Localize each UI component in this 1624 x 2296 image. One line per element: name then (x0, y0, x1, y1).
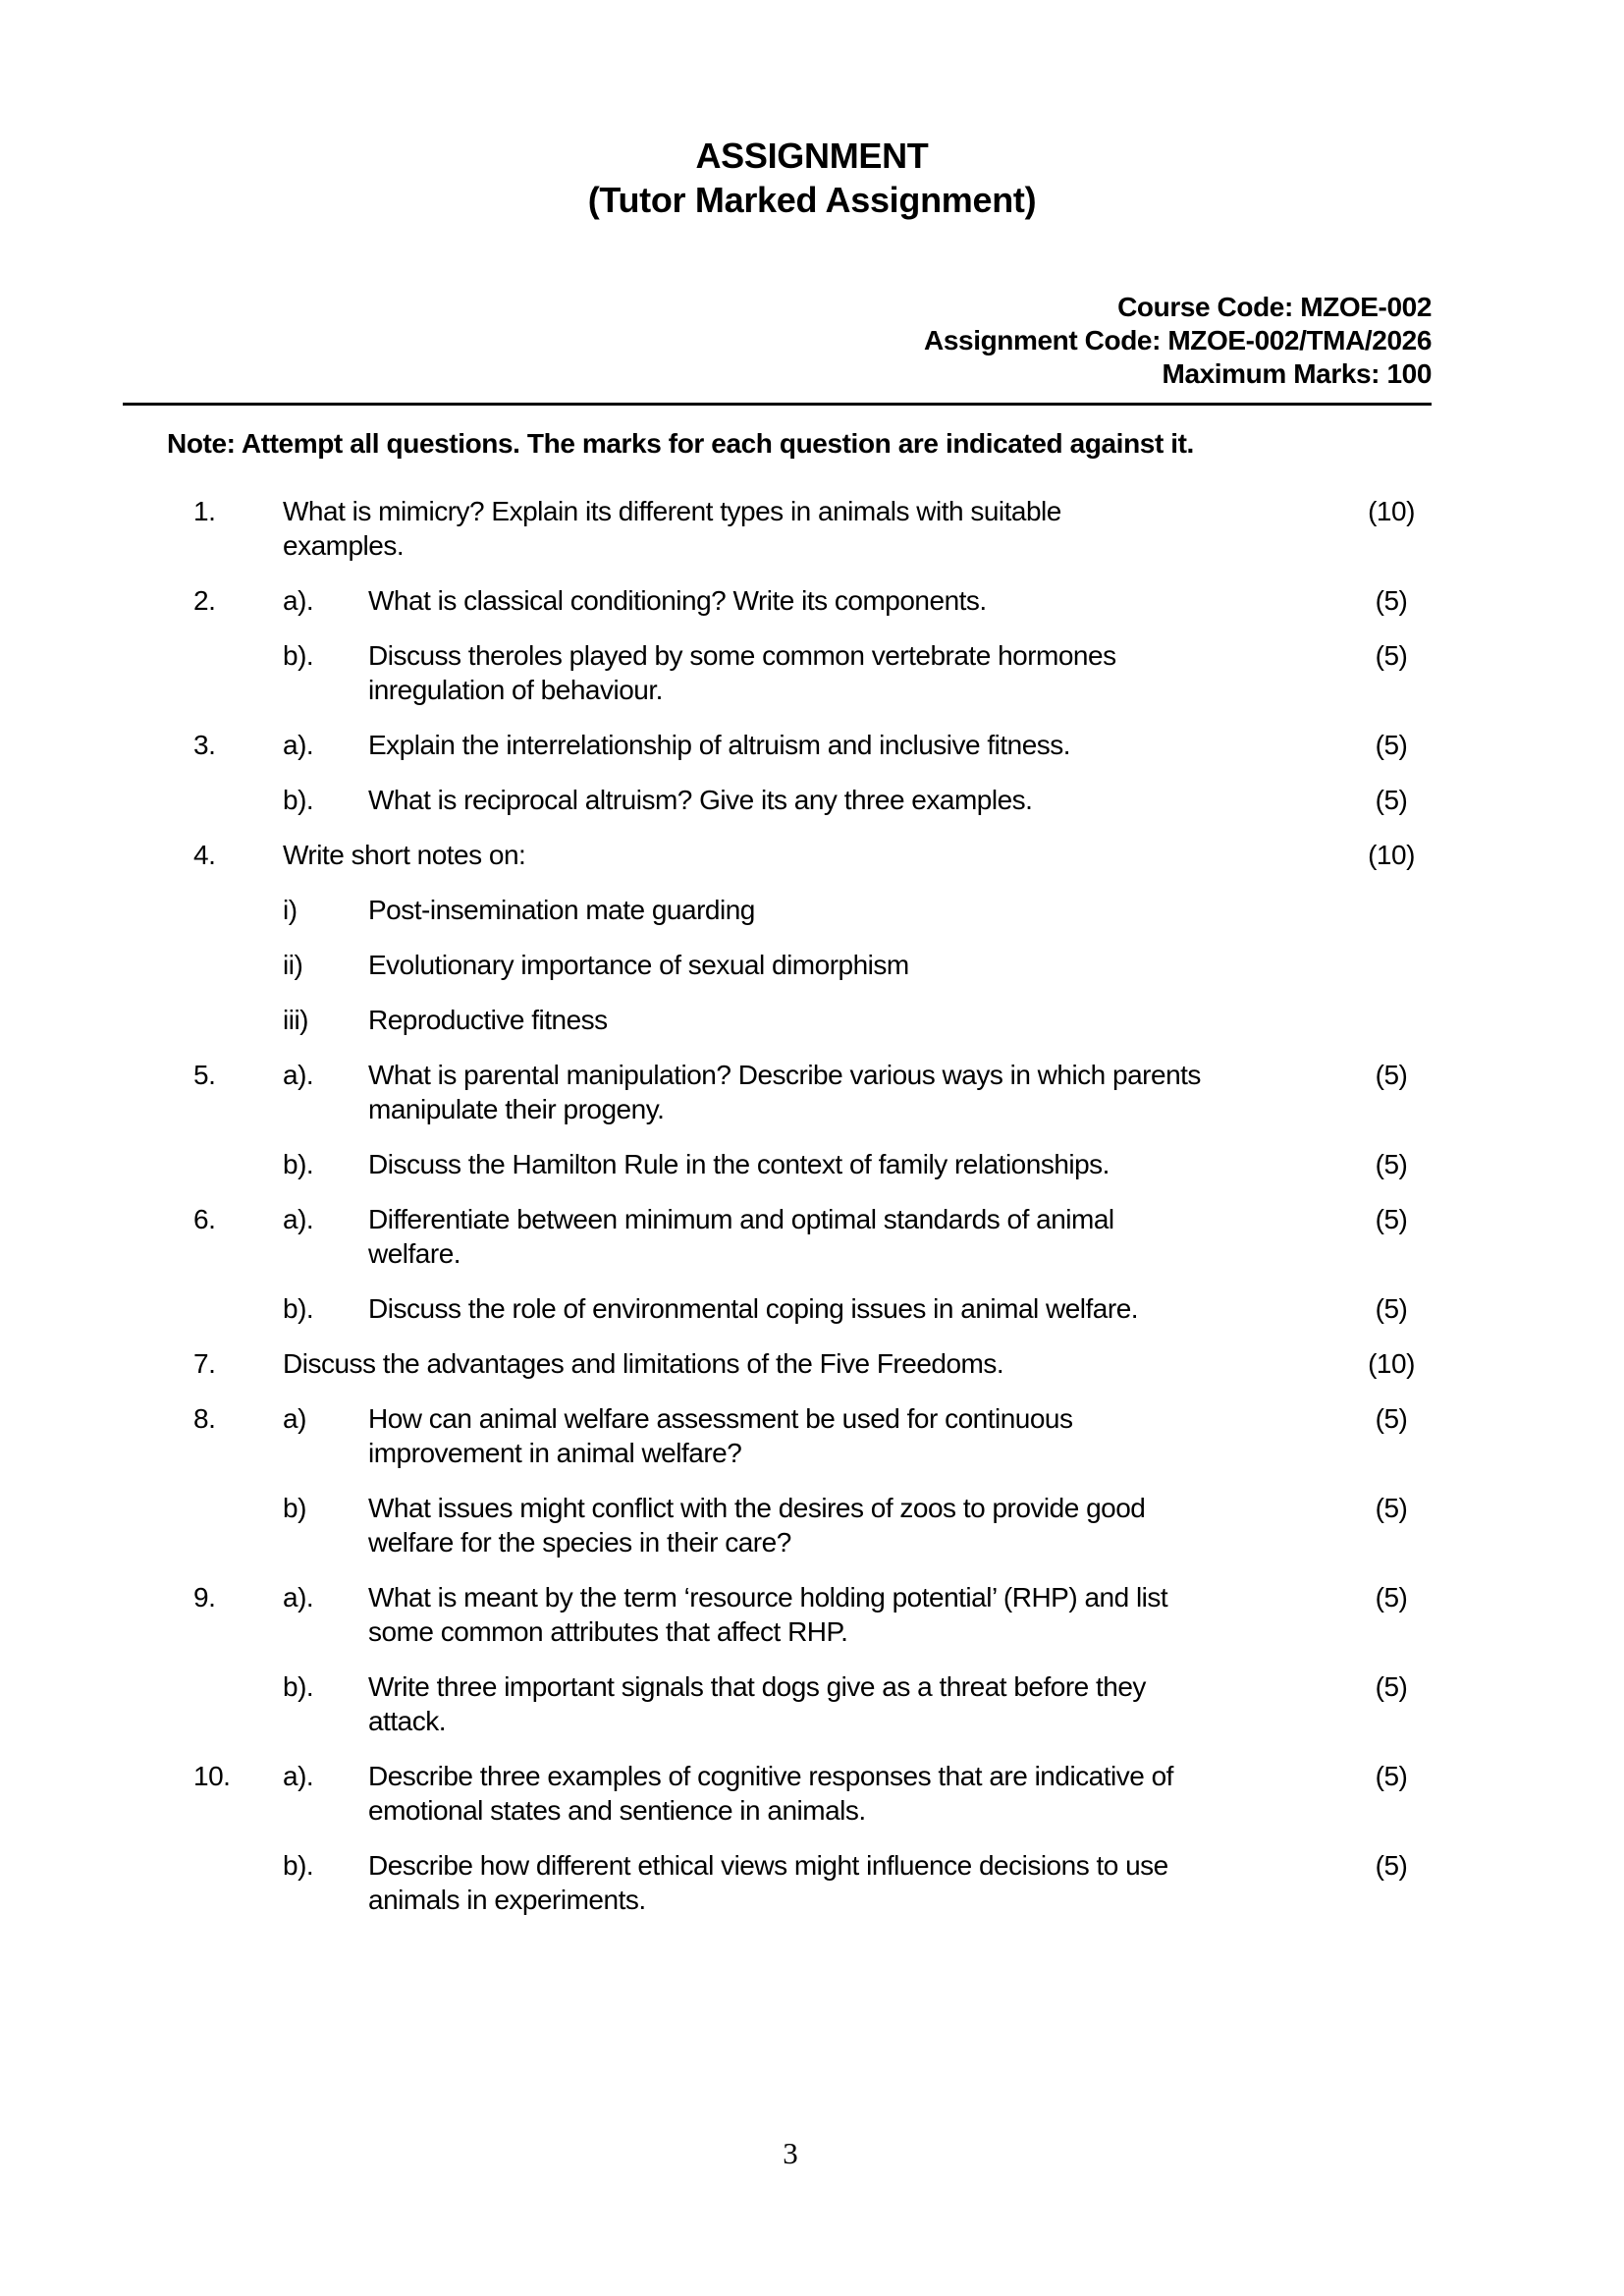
marks-value: (10) (1368, 1348, 1415, 1379)
question-text (368, 1759, 1354, 1828)
marks-value: (5) (1375, 1293, 1408, 1324)
question-text-line: examples. (283, 530, 405, 561)
note-line: Note: Attempt all questions. The marks for each question are indicated against it. (167, 428, 1194, 459)
marks-value: (5) (1375, 1582, 1408, 1613)
part-label: b). (283, 1671, 314, 1702)
question-text-line: What issues might conflict with the desires of zoos to provide good (368, 1493, 1146, 1523)
part-label: a). (283, 1761, 314, 1791)
question-number: 9. (193, 1582, 216, 1613)
question-text (368, 638, 1354, 707)
part-label: a). (283, 1060, 314, 1090)
question-row (193, 494, 1429, 563)
question-text (368, 1669, 1354, 1738)
code-block (0, 291, 1624, 391)
part-label: a). (283, 585, 314, 616)
marks-value: (5) (1375, 1060, 1408, 1090)
page-footer (0, 2136, 1581, 2171)
question-row (193, 638, 1429, 707)
part-label: b) (283, 1493, 306, 1523)
question-text-line: Discuss the role of environmental coping issues in animal welfare. (368, 1293, 1139, 1324)
question-text-line: How can animal welfare assessment be used for continuous (368, 1403, 1073, 1434)
question-text (283, 1346, 1354, 1381)
marks-value: (5) (1375, 1403, 1408, 1434)
part-label: b). (283, 785, 314, 815)
question-row (193, 1580, 1429, 1649)
question-text-line: Write short notes on: (283, 840, 526, 870)
question-row (193, 1058, 1429, 1126)
question-row (193, 1401, 1429, 1470)
page-title: ASSIGNMENT (695, 136, 929, 176)
question-text (368, 1848, 1354, 1917)
question-text-line: Evolutionary importance of sexual dimorphism (368, 950, 909, 980)
part-label: a). (283, 730, 314, 760)
question-text (368, 583, 1354, 618)
question-text (368, 893, 1354, 927)
question-text-line: improvement in animal welfare? (368, 1438, 742, 1468)
marks-value: (10) (1368, 840, 1415, 870)
part-label: b). (283, 1149, 314, 1179)
question-text-line: attack. (368, 1706, 446, 1736)
part-label: b). (283, 640, 314, 671)
question-text (283, 494, 1354, 563)
part-label: a) (283, 1403, 306, 1434)
question-text-line: emotional states and sentience in animals. (368, 1795, 866, 1826)
question-text (368, 1058, 1354, 1126)
marks-value: (10) (1368, 496, 1415, 526)
question-number: 7. (193, 1348, 216, 1379)
question-text (368, 783, 1354, 817)
question-row (193, 1848, 1429, 1917)
question-text-line: animals in experiments. (368, 1885, 646, 1915)
marks-value: (5) (1375, 1850, 1408, 1881)
question-text-line: What is parental manipulation? Describe various ways in which parents (368, 1060, 1201, 1090)
question-text (368, 1003, 1354, 1037)
question-text-line: What is mimicry? Explain its different types in animals with suitable (283, 496, 1061, 526)
question-text-line: Discuss the advantages and limitations of the Five Freedoms. (283, 1348, 1004, 1379)
page-number: 3 (783, 2136, 798, 2170)
question-row (193, 1346, 1429, 1381)
question-text (368, 1491, 1354, 1559)
question-number: 8. (193, 1403, 216, 1434)
question-text-line: Discuss the Hamilton Rule in the context of family relationships. (368, 1149, 1110, 1179)
part-label: b). (283, 1293, 314, 1324)
question-text (368, 1202, 1354, 1271)
marks-value: (5) (1375, 585, 1408, 616)
question-row (193, 1003, 1429, 1037)
part-label: ii) (283, 950, 303, 980)
marks-value: (5) (1375, 730, 1408, 760)
question-text-line: welfare. (368, 1238, 461, 1269)
question-number: 6. (193, 1204, 216, 1234)
marks-value: (5) (1375, 1761, 1408, 1791)
question-text-line: some common attributes that affect RHP. (368, 1616, 848, 1647)
marks-value: (5) (1375, 1493, 1408, 1523)
question-row (193, 783, 1429, 817)
question-row (193, 1202, 1429, 1271)
part-label: a). (283, 1582, 314, 1613)
question-text-line: manipulate their progeny. (368, 1094, 665, 1124)
question-text-line: Describe how different ethical views might influence decisions to use (368, 1850, 1168, 1881)
part-label: b). (283, 1850, 314, 1881)
question-text-line: Post-insemination mate guarding (368, 895, 755, 925)
question-text-line: Discuss theroles played by some common vertebrate hormones (368, 640, 1116, 671)
page-subtitle: (Tutor Marked Assignment) (587, 180, 1037, 220)
question-row (193, 893, 1429, 927)
part-label: iii) (283, 1005, 308, 1035)
marks-value: (5) (1375, 1671, 1408, 1702)
question-row (193, 583, 1429, 618)
question-text (283, 838, 1354, 872)
part-label: i) (283, 895, 298, 925)
title-block (0, 0, 1624, 222)
question-text-line: inregulation of behaviour. (368, 675, 663, 705)
question-text-line: Write three important signals that dogs give as a threat before they (368, 1671, 1146, 1702)
marks-value: (5) (1375, 1204, 1408, 1234)
assignment-code: Assignment Code: MZOE-002/TMA/2026 (924, 325, 1432, 355)
question-text (368, 1401, 1354, 1470)
marks-value: (5) (1375, 785, 1408, 815)
question-number: 10. (193, 1761, 231, 1791)
part-label: a). (283, 1204, 314, 1234)
question-text (368, 948, 1354, 982)
question-text (368, 1147, 1354, 1181)
question-text (368, 1580, 1354, 1649)
question-text-line: What is reciprocal altruism? Give its any three examples. (368, 785, 1033, 815)
marks-value: (5) (1375, 1149, 1408, 1179)
question-text-line: Explain the interrelationship of altruism and inclusive fitness. (368, 730, 1071, 760)
question-number: 1. (193, 496, 216, 526)
question-text-line: Differentiate between minimum and optimal standards of animal (368, 1204, 1114, 1234)
course-code: Course Code: MZOE-002 (1117, 292, 1432, 322)
divider-rule (123, 403, 1432, 406)
question-row (193, 838, 1429, 872)
question-text-line: What is meant by the term ‘resource holding potential’ (RHP) and list (368, 1582, 1168, 1613)
marks-value: (5) (1375, 640, 1408, 671)
question-list (0, 494, 1624, 1917)
question-text-line: welfare for the species in their care? (368, 1527, 791, 1558)
question-row (193, 1759, 1429, 1828)
question-number: 4. (193, 840, 216, 870)
question-text-line: Reproductive fitness (368, 1005, 608, 1035)
question-row (193, 948, 1429, 982)
question-number: 5. (193, 1060, 216, 1090)
question-text (368, 1291, 1354, 1326)
question-text-line: What is classical conditioning? Write its components. (368, 585, 987, 616)
question-number: 2. (193, 585, 216, 616)
question-row (193, 1669, 1429, 1738)
question-row (193, 728, 1429, 762)
question-row (193, 1491, 1429, 1559)
question-text-line: Describe three examples of cognitive responses that are indicative of (368, 1761, 1173, 1791)
question-row (193, 1291, 1429, 1326)
question-row (193, 1147, 1429, 1181)
maximum-marks: Maximum Marks: 100 (1162, 358, 1432, 389)
question-text (368, 728, 1354, 762)
question-number: 3. (193, 730, 216, 760)
